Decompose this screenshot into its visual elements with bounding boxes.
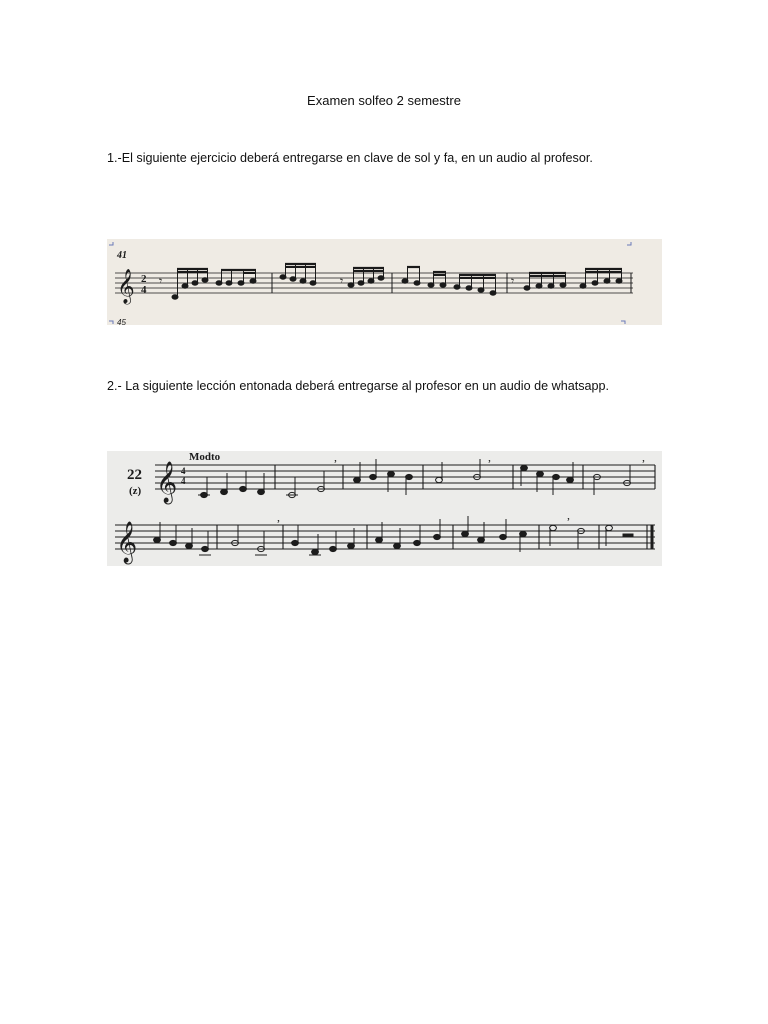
svg-text:,: , [277,510,280,524]
staff-lines-system-2 [115,525,655,549]
svg-text:𝄾: 𝄾 [159,274,163,288]
treble-clef-icon: 𝄞 [117,270,135,303]
question-1-text: 1.-El siguiente ejercicio deberá entregarse en clave de sol y fa, en un audio al profesor. [107,151,593,165]
svg-text:45: 45 [117,318,126,325]
treble-clef-icon: 𝄞 [116,521,138,562]
svg-text:,: , [567,508,570,522]
sheet-music-lesson-22 [107,451,662,566]
time-signature-top: 2 [141,273,147,285]
time-signature-bottom: 4 [141,284,147,296]
question-2-text: 2.- La siguiente lección entonada deberá entregarse al profesor en un audio de whatsapp. [107,379,610,393]
svg-text:,: , [488,451,491,464]
staff-lines-system-1 [155,465,655,489]
document-title: Examen solfeo 2 semestre [307,93,461,108]
measure-4-notes [524,269,622,290]
time-signature-bottom: 4 [181,476,186,486]
sheet-music-exercise-41 [107,239,662,325]
time-signature-top: 4 [181,466,186,476]
svg-text:,: , [334,451,337,464]
measure-1-notes [172,269,256,299]
svg-text:,: , [642,451,645,464]
measure-2-notes [280,264,384,287]
lesson-number: 22 [127,467,142,483]
treble-clef-icon: 𝄞 [156,461,178,502]
tempo-marking: Modto [189,451,221,463]
measure-number: 41 [117,250,127,261]
svg-text:𝄾: 𝄾 [511,274,515,288]
lesson-sub-number: (z) [129,485,142,497]
svg-text:𝄾: 𝄾 [340,274,344,288]
measure-3-notes [402,267,496,295]
